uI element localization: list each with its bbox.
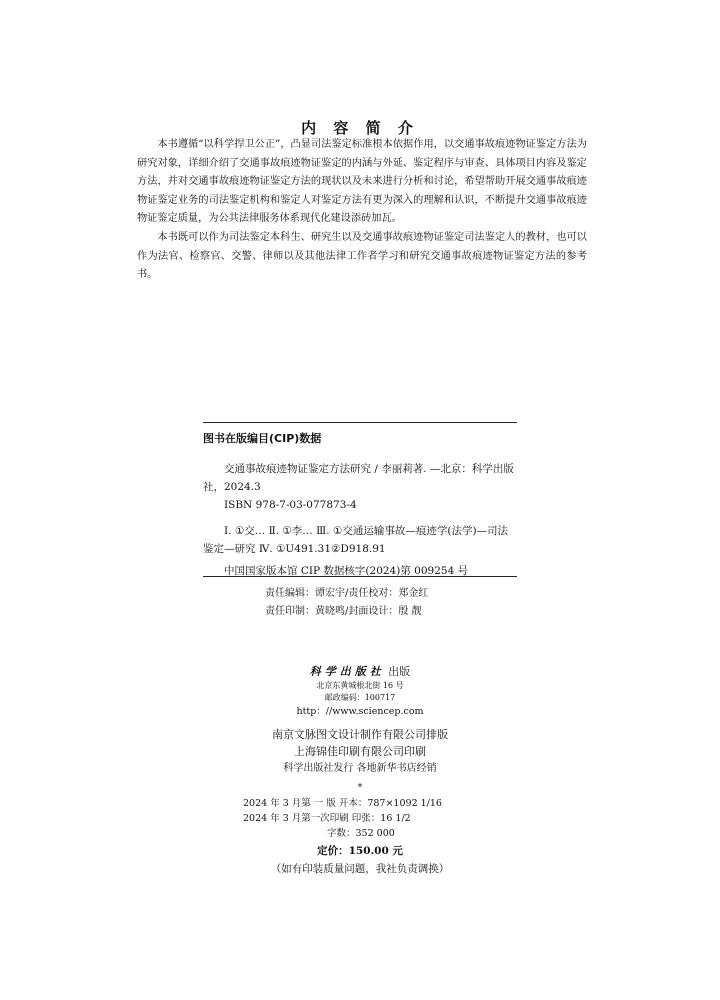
publisher-url: http：//www.sciencep.com <box>296 706 424 717</box>
specs-edition: 2024 年 3 月第 一 版 开本：787×1092 1/16 <box>243 798 442 809</box>
cip-block <box>203 430 517 580</box>
cip-isbn: ISBN 978-7-03-077873-4 <box>224 499 357 511</box>
credits-editors: 责任编辑：谭宏宇/责任校对：郑金红 <box>265 588 429 599</box>
cip-verification: 中国国家版本馆 CIP 数据核字(2024)第 009254 号 <box>224 565 469 577</box>
edition-specs <box>243 796 442 841</box>
page-title: 内 容 简 介 <box>301 119 419 137</box>
publisher-suffix: 出版 <box>388 665 411 678</box>
summary-section <box>137 136 587 285</box>
price: 定价：150.00 元 <box>317 845 403 857</box>
distribution-line: 科学出版社发行 各地新华书店经销 <box>283 763 437 774</box>
cip-top-rule <box>203 422 517 423</box>
specs-printing: 2024 年 3 月第一次印刷 印张：16 1/2 <box>243 813 411 824</box>
publisher-name: 科学出版社 <box>309 665 385 678</box>
quality-note: （如有印装质量问题，我社负责调换） <box>270 863 450 875</box>
publisher-postcode: 邮政编码：100717 <box>324 693 396 702</box>
cip-bottom-rule <box>203 576 517 577</box>
summary-paragraph-1: 本书遵循“以科学捍卫公正”，凸显司法鉴定标准根本依据作用，以交通事故痕迹物证鉴定方法为研究对象，详细介绍了交通事故痕迹物证鉴定的内涵与外延、鉴定程序与审查、具体项目内容及鉴定方法，并对交通事故痕迹物证鉴定方法的现状以及未来进行分析和讨论，希望帮助开展交通事故痕迹物证鉴定业务的司法鉴定机构和鉴定人对鉴定方法有更为深入的理解和认识，不断提升交通事故痕迹物证鉴定质量，为公共法律服务体系现代化建设添砖加瓦。 <box>137 139 587 225</box>
printing-line: 上海锦佳印刷有限公司印刷 <box>294 745 426 758</box>
typesetting-line: 南京文脉图文设计制作有限公司排版 <box>272 728 448 741</box>
cip-entry: 交通事故痕迹物证鉴定方法研究 / 李丽莉著. —北京：科学出版社，2024.3 <box>203 463 514 493</box>
separator-star: * <box>357 783 363 793</box>
specs-wordcount: 字数：352 000 <box>327 828 395 839</box>
publisher-address: 北京东黄城根北街 16 号 <box>316 681 404 690</box>
credits <box>0 585 720 621</box>
cip-classification: Ⅰ. ①交… Ⅱ. ①李… Ⅲ. ①交通运输事故—痕迹学(法学)—司法鉴定—研究 Ⅳ. ①U491.31②D918.91 <box>203 525 509 555</box>
credits-production: 责任印制：黄晓鸣/封面设计：殷 靓 <box>265 606 422 617</box>
publisher-line <box>0 664 720 680</box>
summary-paragraph-2: 本书既可以作为司法鉴定本科生、研究生以及交通事故痕迹物证鉴定司法鉴定人的教材，也可以作为法官、检察官、交警、律师以及其他法律工作者学习和研究交通事故痕迹物证鉴定方法的参考书。 <box>137 231 587 281</box>
publisher-block <box>0 664 720 795</box>
cip-heading: 图书在版编目(CIP)数据 <box>203 432 322 445</box>
